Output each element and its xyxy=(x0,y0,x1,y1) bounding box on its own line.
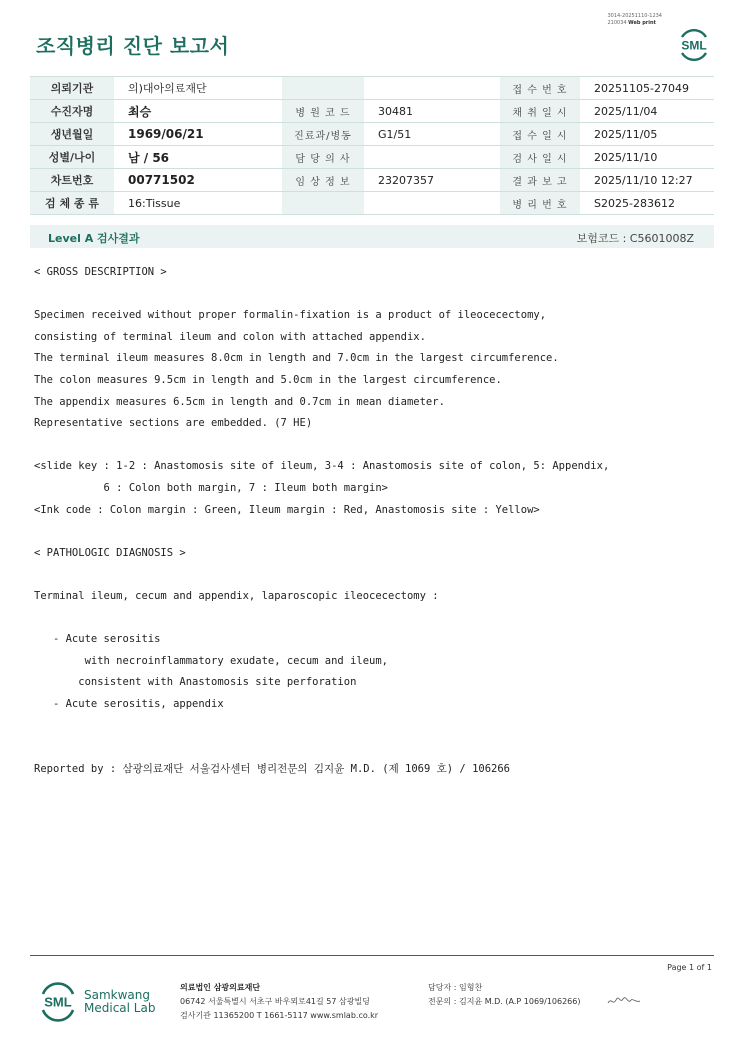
info-label: 임 상 정 보 xyxy=(282,169,364,192)
info-value: 1969/06/21 xyxy=(114,123,282,146)
report-line: The terminal ileum measures 8.0cm in length and 7.0cm in the largest circumference. xyxy=(34,352,559,365)
info-label: 검 사 일 시 xyxy=(500,146,580,169)
info-row xyxy=(30,123,714,146)
report-line xyxy=(34,521,609,543)
info-value xyxy=(364,146,500,169)
web-print-label: Web print xyxy=(628,20,656,26)
specialist-label: 전문의 : xyxy=(428,997,457,1006)
info-label: 채 취 일 시 xyxy=(500,100,580,123)
print-code-line1: 3014-20251110-1234 xyxy=(607,13,662,19)
patient-info-table xyxy=(30,76,714,215)
info-value xyxy=(364,192,500,215)
brand-line2: Medical Lab xyxy=(84,1001,156,1015)
signature-icon xyxy=(606,994,642,1008)
info-value: 남 / 56 xyxy=(114,146,282,169)
footer-divider xyxy=(30,955,714,956)
org-address: 06742 서울특별시 서초구 바우뫼로41길 57 삼광빌딩 xyxy=(180,997,370,1006)
info-label: 결 과 보 고 xyxy=(500,169,580,192)
org-name: 의료법인 삼광의료재단 xyxy=(180,983,261,992)
report-line xyxy=(34,737,609,759)
info-label: 접 수 번 호 xyxy=(500,77,580,100)
org-contact: 검사기관 11365200 T 1661-5117 www.smlab.co.kr xyxy=(180,1011,379,1020)
report-line xyxy=(34,284,609,306)
samkwang-logo-icon xyxy=(38,982,78,1022)
staff-name: 임형찬 xyxy=(458,983,483,992)
info-row xyxy=(30,146,714,169)
sml-logo-icon xyxy=(676,27,712,63)
report-line: Reported by : 삼광의료재단 서울검사센터 병리전문의 김지윤 M.D. (제 1069 호) / 106266 xyxy=(34,762,511,775)
info-value: 30481 xyxy=(364,100,500,123)
staff-line xyxy=(428,982,482,993)
info-row xyxy=(30,192,714,215)
report-body xyxy=(34,262,609,780)
info-value: 최승 xyxy=(114,100,282,123)
info-label: 수진자명 xyxy=(30,100,114,123)
report-line: <slide key : 1-2 : Anastomosis site of ileum, 3-4 : Anastomosis site of colon, 5: Appendix, xyxy=(34,460,610,473)
report-line xyxy=(34,715,609,737)
info-value: 2025/11/10 12:27 xyxy=(580,169,714,192)
brand-line1: Samkwang xyxy=(84,988,150,1002)
info-label xyxy=(282,192,364,215)
info-row xyxy=(30,100,714,123)
report-line xyxy=(34,435,609,457)
info-label: 병 원 코 드 xyxy=(282,100,364,123)
report-line: < GROSS DESCRIPTION > xyxy=(34,266,167,278)
print-code-number: 210034 xyxy=(607,20,627,26)
brand-name xyxy=(84,989,155,1015)
info-label: 접 수 일 시 xyxy=(500,123,580,146)
print-code xyxy=(607,13,662,27)
report-line: - Acute serositis xyxy=(34,633,161,646)
specialist-line xyxy=(428,996,580,1007)
info-label: 검 체 종 류 xyxy=(30,192,114,215)
info-value: 23207357 xyxy=(364,169,500,192)
report-line: <Ink code : Colon margin : Green, Ileum margin : Red, Anastomosis site : Yellow> xyxy=(34,503,540,516)
report-line: consistent with Anastomosis site perforation xyxy=(34,676,357,689)
info-label: 담 당 의 사 xyxy=(282,146,364,169)
staff-label: 담당자 : xyxy=(428,983,457,992)
info-label xyxy=(282,77,364,100)
info-label: 성별/나이 xyxy=(30,146,114,169)
info-label: 의뢰기관 xyxy=(30,77,114,100)
info-row xyxy=(30,77,714,100)
info-value: 2025/11/10 xyxy=(580,146,714,169)
report-line: Terminal ileum, cecum and appendix, laparoscopic ileocecectomy : xyxy=(34,589,439,602)
result-level: Level A 검사결과 xyxy=(48,232,140,245)
report-line: with necroinflammatory exudate, cecum and ileum, xyxy=(34,654,389,667)
logo-bottom-text: SML xyxy=(44,994,72,1010)
insurance-code: 보험코드 : C5601008Z xyxy=(576,232,694,245)
info-label: 진료과/병동 xyxy=(282,123,364,146)
report-line: The appendix measures 6.5cm in length and 0.7cm in mean diameter. xyxy=(34,395,445,408)
report-line: Representative sections are embedded. (7 HE) xyxy=(34,417,313,430)
info-value: S2025-283612 xyxy=(580,192,714,215)
report-line: consisting of terminal ileum and colon with attached appendix. xyxy=(34,330,426,343)
info-value: 의)대아의료재단 xyxy=(114,77,282,100)
print-code-line2 xyxy=(607,20,662,27)
info-row xyxy=(30,169,714,192)
report-line xyxy=(34,564,609,586)
info-value: 2025/11/04 xyxy=(580,100,714,123)
page-title: 조직병리 진단 보고서 xyxy=(36,34,230,58)
report-line: < PATHOLOGIC DIAGNOSIS > xyxy=(34,546,186,559)
report-line: The colon measures 9.5cm in length and 5.0cm in the largest circumference. xyxy=(34,373,502,386)
report-line xyxy=(34,608,609,630)
info-value: 2025/11/05 xyxy=(580,123,714,146)
info-value xyxy=(364,77,500,100)
info-value: 16:Tissue xyxy=(114,192,282,215)
report-line: - Acute serositis, appendix xyxy=(34,697,224,710)
info-label: 차트번호 xyxy=(30,169,114,192)
report-line: Specimen received without proper formalin-fixation is a product of ileocecectomy, xyxy=(34,309,547,322)
report-line: 6 : Colon both margin, 7 : Ileum both margin> xyxy=(34,481,389,494)
info-label: 병 리 번 호 xyxy=(500,192,580,215)
info-value: G1/51 xyxy=(364,123,500,146)
logo-text: SML xyxy=(681,38,707,53)
page-number: Page 1 of 1 xyxy=(667,963,712,972)
info-value: 20251105-27049 xyxy=(580,77,714,100)
info-label: 생년월일 xyxy=(30,123,114,146)
info-value: 00771502 xyxy=(114,169,282,192)
specialist-name: 김지윤 M.D. (A.P 1069/106266) xyxy=(458,997,581,1006)
